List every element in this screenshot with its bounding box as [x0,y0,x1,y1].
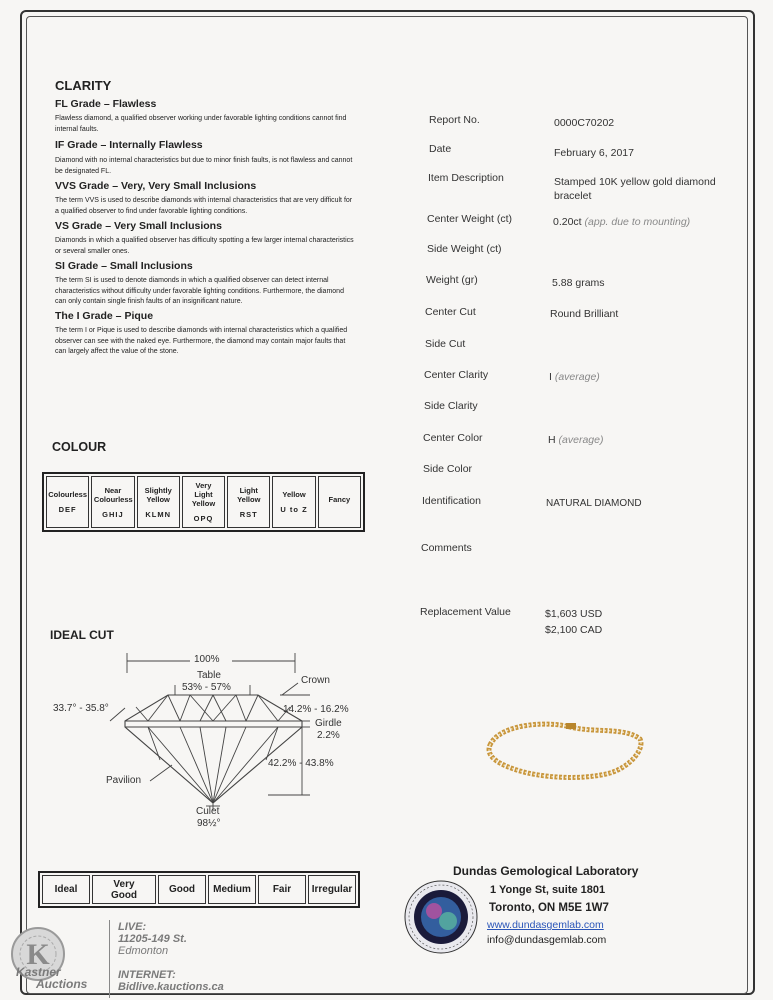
clarity-grade-heading: SI Grade – Small Inclusions [55,260,193,272]
diagram-culet-label: Culet [196,806,220,817]
colour-cell [137,476,180,528]
clarity-grade-text: Diamonds in which a qualified observer has difficulty spotting a few larger internal characteristics or several smaller ones. [55,237,354,255]
ideal-cut-title: IDEAL CUT [50,628,114,642]
report-label: Identification [422,495,481,507]
cut-grade-cell: Very Good [92,875,156,904]
clarity-title: CLARITY [55,78,112,93]
report-label: Center Clarity [424,369,489,381]
report-value: NATURAL DIAMOND [546,498,642,509]
diagram-culet-value: 98½° [197,818,221,829]
clarity-grade-text: The term I or Pique is used to describe diamonds with internal characteristics which a qualified observer can see with the naked eye. Furthermore, the diamond may contain major faults that can largely affect the value of the stone. [55,327,348,355]
diagram-girdle-value: 2.2% [317,730,340,741]
report-value: Stamped 10K yellow gold diamond bracelet [554,176,716,202]
diagram-crown-label: Crown [301,675,330,686]
report-value: I [549,371,552,383]
clarity-grade-heading: VVS Grade – Very, Very Small Inclusions [55,180,257,192]
report-label: Replacement Value [420,606,511,618]
svg-text:K: K [26,938,50,971]
lab-address-line1: 1 Yonge St, suite 1801 [490,884,606,896]
report-value: 0.20ct [553,216,582,228]
colour-title: COLOUR [52,440,107,454]
report-label: Side Clarity [424,400,478,412]
colour-cell [182,476,225,528]
diagram-table-label: Table [197,670,221,681]
watermark-brand-line2: Auctions [36,977,88,991]
colour-grade: KLMN [145,509,172,519]
colour-cell [227,476,270,528]
clarity-grade-heading: VS Grade – Very Small Inclusions [55,220,222,232]
report-label: Report No. [429,114,480,126]
colour-grade: GHIJ [102,509,124,519]
cut-grade-cell: Good [158,875,206,904]
colour-cell [318,476,361,528]
clarity-grade-text: Flawless diamond, a qualified observer working under favorable lighting conditions cannot find internal faults. [55,115,347,133]
bracelet-image [480,715,650,785]
report-value: $1,603 USD [545,608,603,620]
report-value: 5.88 grams [552,277,605,289]
watermark-live-address2: Edmonton [118,945,169,957]
lab-name: Dundas Gemological Laboratory [453,864,639,878]
report-value: H [548,434,556,446]
lab-email: info@dundasgemlab.com [487,934,607,946]
clarity-grade-text: Diamond with no internal characteristics but due to minor finish faults, is not flawless and cannot be designated FL. [55,157,353,175]
watermark-internet-site: Bidlive.kauctions.ca [118,981,224,993]
colour-name: Yellow [282,490,306,499]
report-label: Center Cut [425,306,476,318]
colour-grade: DEF [58,505,77,514]
lab-website-link[interactable]: www.dundasgemlab.com [487,919,604,931]
cut-grade-cell: Irregular [308,875,356,904]
colour-grade: OPQ [193,514,214,523]
colour-cell [46,476,89,528]
report-note: (app. due to mounting) [584,216,691,228]
colour-grade: U to Z [280,505,308,514]
report-label: Side Color [423,463,473,475]
report-label: Center Weight (ct) [427,213,512,225]
clarity-grade-heading: The I Grade – Pique [55,310,154,322]
cut-grade-cell: Ideal [42,875,90,904]
report-value-group [549,371,600,383]
clarity-grade-text: The term VVS is used to describe diamonds with internal characteristics that are very difficult for a qualified observer to find under favorable lighting conditions. [55,197,353,215]
watermark-divider [109,920,110,998]
report-label: Item Description [428,172,504,184]
diagram-pavilion-depth: 42.2% - 43.8% [268,758,334,769]
report-value: Round Brilliant [550,308,619,320]
diagram-width-label: 100% [194,654,220,665]
watermark-brand-line1: Kastner [16,965,61,979]
lab-address-line2: Toronto, ON M5E 1W7 [489,902,609,914]
clarity-grade-heading: IF Grade – Internally Flawless [55,139,203,151]
report-label: Weight (gr) [426,274,478,286]
report-note: (average) [558,434,604,446]
report-value-cad: $2,100 CAD [545,624,603,636]
diagram-crown-height: 14.2% - 16.2% [283,704,349,715]
colour-name: Slightly Yellow [144,485,172,504]
cut-grade-cell: Medium [208,875,256,904]
clarity-grade-heading: FL Grade – Flawless [55,98,157,110]
colour-name: Fancy [328,494,351,504]
colour-name: Colourless [48,490,88,499]
colour-name: Near Colourless [93,485,133,504]
diagram-table-range: 53% - 57% [182,682,231,693]
report-label: Comments [421,542,472,554]
colour-name: Very Light Yellow [191,481,216,508]
diagram-girdle-label: Girdle [315,718,342,729]
report-value: February 6, 2017 [554,147,634,159]
cut-grade-table [38,871,360,908]
report-value-group [548,434,603,446]
report-label: Side Cut [425,338,466,350]
colour-name: Light Yellow [237,485,261,504]
report-value: 0000C70202 [554,117,615,129]
clarity-grade-text: The term SI is used to denote diamonds in which a qualified observer can detect internal characteristics without difficulty under favorable lighting conditions. Furthermore, the diamond can only contain single finish faults of an insignificant nature. [55,277,344,305]
diagram-pavilion-label: Pavilion [106,775,142,786]
report-label: Side Weight (ct) [427,243,502,255]
watermark-internet-label: INTERNET: [118,969,176,981]
lab-seal-icon [396,875,486,960]
cut-grade-cell: Fair [258,875,306,904]
report-note: (average) [554,371,600,383]
watermark-live-address1: 11205-149 St. [118,933,187,945]
report-label: Center Color [423,432,483,444]
colour-cell [91,476,134,528]
report-label: Date [429,143,452,155]
colour-cell [272,476,315,528]
report-value-group [553,216,690,228]
watermark-live-label: LIVE: [118,921,147,933]
colour-grade: RST [239,509,258,519]
diagram-crown-angle: 33.7° - 35.8° [53,703,109,714]
colour-scale-table [42,472,365,532]
